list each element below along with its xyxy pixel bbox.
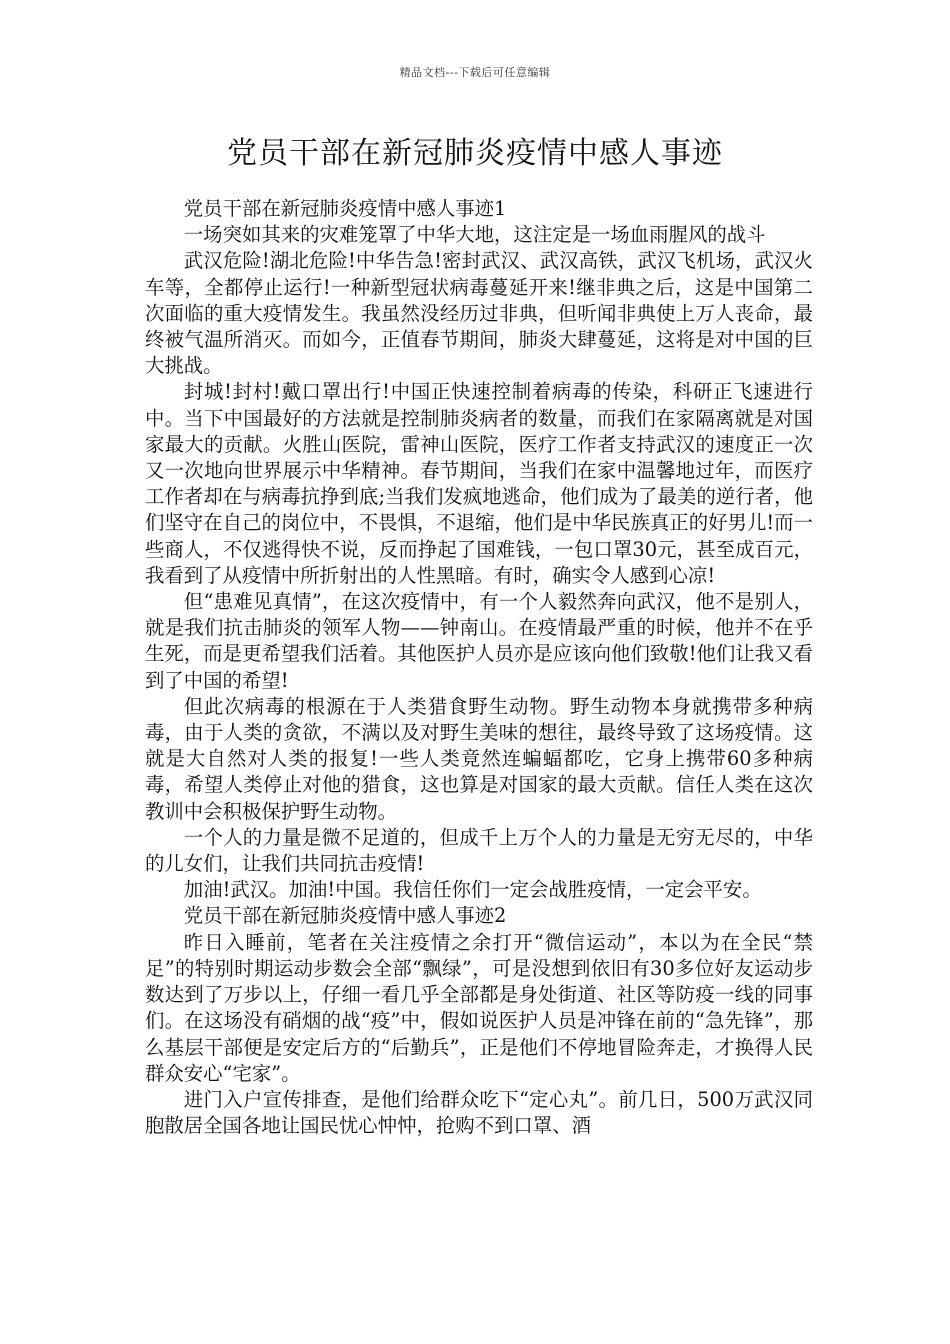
paragraph: 加油!武汉。加油!中国。我信任你们一定会战胜疫情，一定会平安。 [183, 878, 762, 902]
paragraph: 党员干部在新冠肺炎疫情中感人事迹1 [183, 197, 507, 220]
paragraph: 但此次病毒的根源在于人类猎食野生动物。野生动物本身就携带多种病毒，由于人类的贪欲，不满以及对野生美味的想往，最终导致了这场疫情。这就是大自然对人类的报复!一些人类竟然连蝙蝠都吃，它身上携带60多种病毒，希望人类停止对他的猎食，这也算是对国家的最大贡献。信任人类在这次教训中会积极保护野生动物。 [145, 694, 813, 823]
paragraph: 封城!封村!戴口罩出行!中国正快速控制着病毒的传染，科研正飞速进行中。当下中国最好的方法就是控制肺炎病者的数量，而我们在家隔离就是对国家最大的贡献。火胜山医院，雷神山医院，医疗工作者支持武汉的速度正一次又一次地向世界展示中华精神。春节期间，当我们在家中温馨地过年，而医疗工作者却在与病毒抗挣到底;当我们发疯地逃命，他们成为了最美的逆行者，他们坚守在自己的岗位中，不畏惧，不退缩，他们是中华民族真正的好男儿!而一些商人，不仅逃得快不说，反而挣起了国难钱，一包口罩30元，甚至成百元，我看到了从疫情中所折射出的人性黑暗。有时，确实令人感到心凉! [145, 380, 813, 587]
paragraph: 党员干部在新冠肺炎疫情中感人事迹2 [183, 904, 507, 928]
header-note: 精品文档---下载后可任意编辑 [399, 66, 551, 79]
paragraph: 武汉危险!湖北危险!中华告急!密封武汉、武汉高铁，武汉飞机场，武汉火车等，全都停止运行!一种新型冠状病毒蔓延开来!继非典之后，这是中国第二次面临的重大疫情发生。我虽然没经历过非典，但听闻非典使上万人丧命，最终被气温所消灭。而如今，正值春节期间，肺炎大肆蔓延，这将是对中国的巨大挑战。 [145, 249, 813, 378]
paragraph: 一个人的力量是微不足道的，但成千上万个人的力量是无穷无尽的，中华的儿女们，让我们共同抗击疫情! [145, 825, 813, 876]
paragraph: 进门入户宣传排查，是他们给群众吃下“定心丸”。前几日，500万武汉同胞散居全国各地让国民忧心忡忡，抢购不到口罩、酒 [145, 1087, 813, 1138]
document-title: 党员干部在新冠肺炎疫情中感人事迹 [227, 136, 723, 171]
paragraph: 但“患难见真情”，在这次疫情中，有一个人毅然奔向武汉，他不是别人，就是我们抗击肺炎的领军人物——钟南山。在疫情最严重的时候，他并不在乎生死，而是更希望我们活着。其他医护人员亦是应该向他们致敬!他们让我又看到了中国的希望! [145, 590, 813, 692]
paragraph: 昨日入睡前，笔者在关注疫情之余打开“微信运动”，本以为在全民“禁足”的特别时期运动步数会全部“飘绿”，可是没想到依旧有30多位好友运动步数达到了万步以上，仔细一看几乎全部都是身处街道、社区等防疫一线的同事们。在这场没有硝烟的战“疫”中，假如说医护人员是冲锋在前的“急先锋”，那么基层干部便是安定后方的“后勤兵”，正是他们不停地冒险奔走，才换得人民群众安心“宅家”。 [145, 930, 813, 1085]
document-body [145, 196, 813, 1139]
paragraph: 一场突如其来的灾难笼罩了中华大地，这注定是一场血雨腥风的战斗 [183, 223, 766, 247]
